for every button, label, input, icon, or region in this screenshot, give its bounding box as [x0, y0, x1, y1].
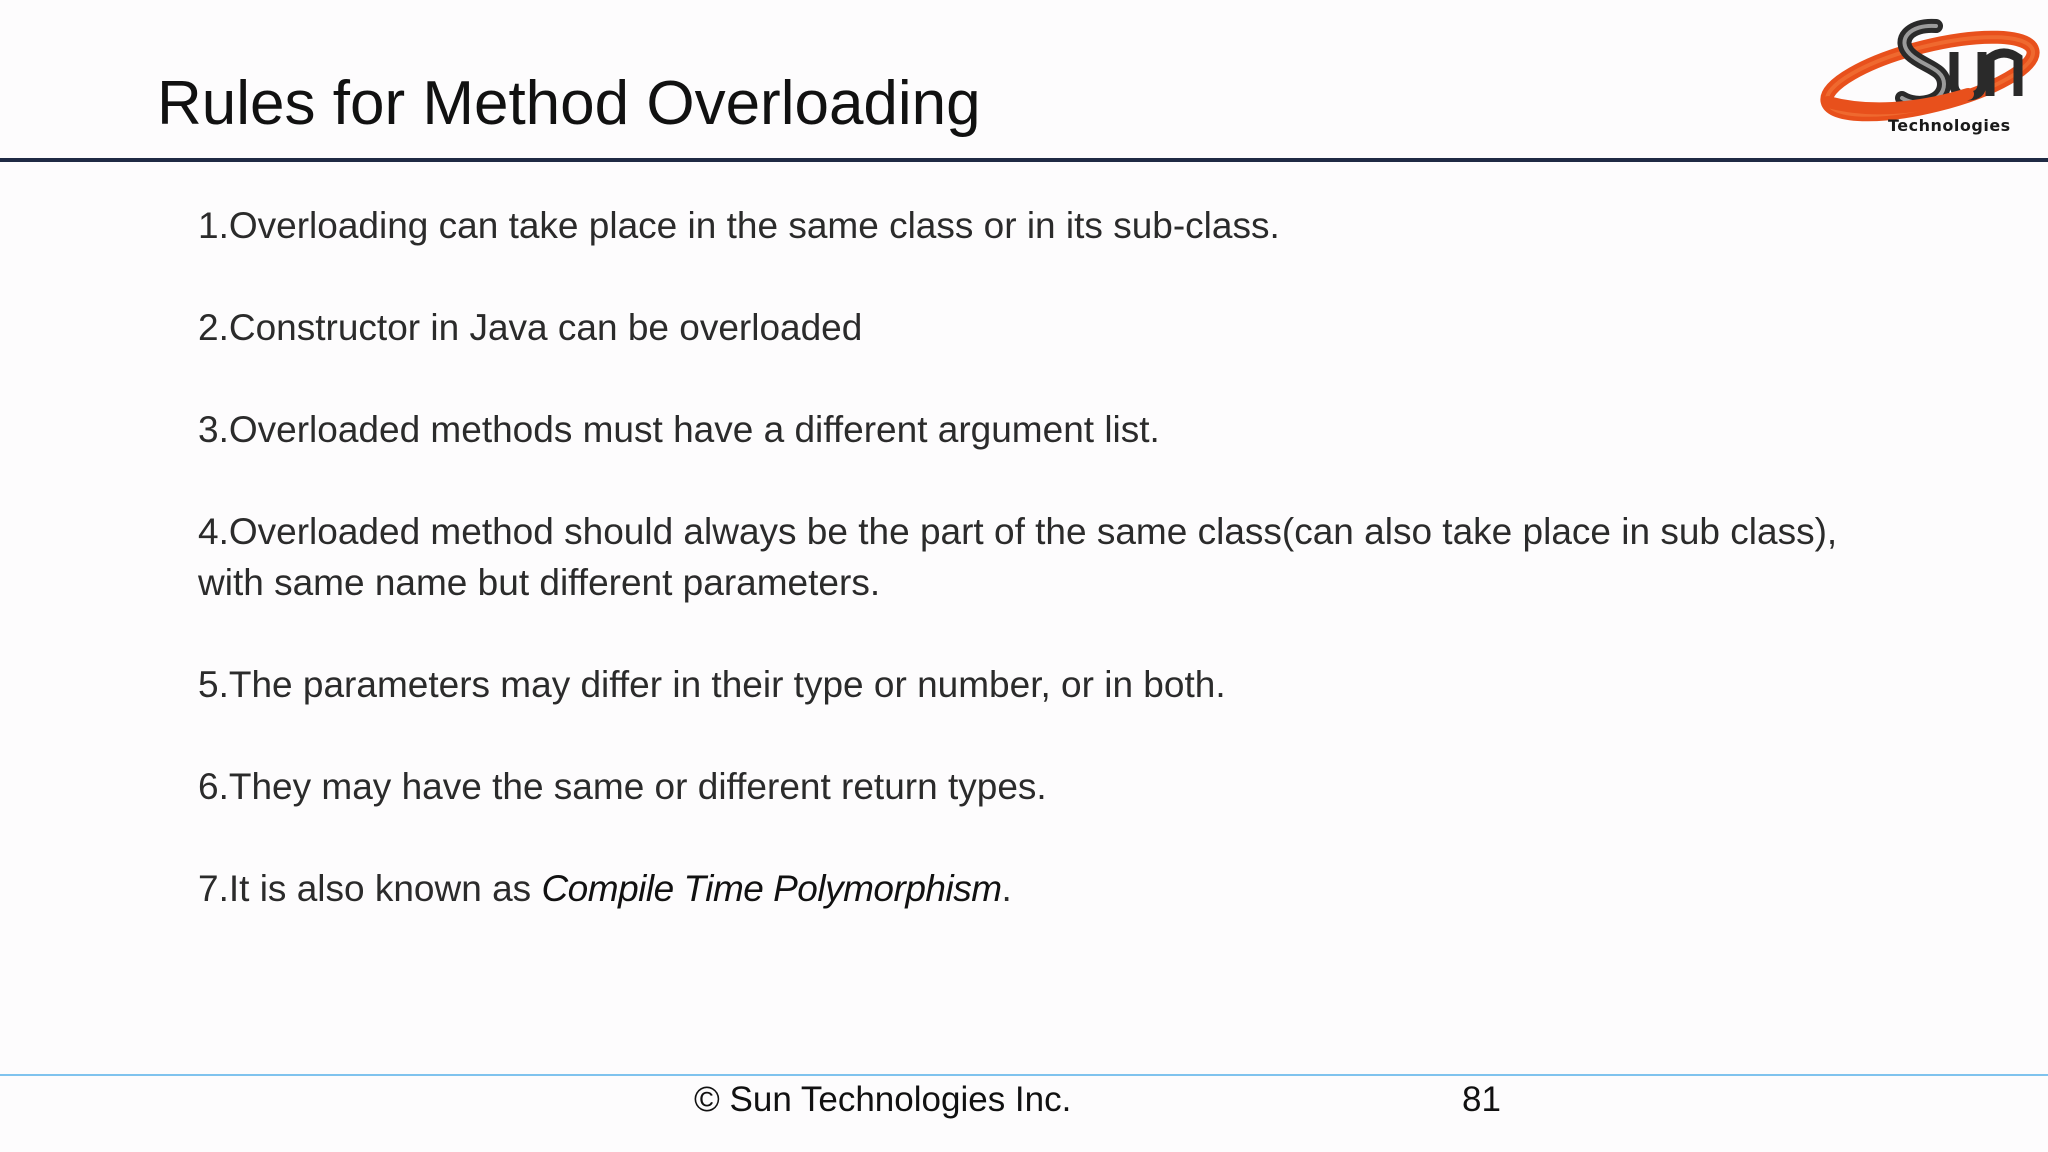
rule-item: 2.Constructor in Java can be overloaded [198, 307, 863, 348]
rule-emphasis: Compile Time Polymorphism [541, 868, 1002, 909]
rule-text-prefix: 7.It is also known as [198, 868, 542, 909]
rule-item: 5.The parameters may differ in their type or number, or in both. [198, 664, 1226, 705]
rule-item: 1.Overloading can take place in the same class or in its sub-class. [198, 205, 1280, 246]
rule-item: 3.Overloaded methods must have a different argument list. [198, 409, 1160, 450]
logo-wordmark: Technologies [1888, 116, 2011, 135]
rules-list [198, 200, 1898, 965]
sun-technologies-logo [1818, 18, 2042, 144]
rule-item [198, 863, 1898, 914]
rule-item: 6.They may have the same or different return types. [198, 766, 1047, 807]
footer-divider [0, 1074, 2048, 1076]
slide-page-number: 81 [1462, 1080, 1501, 1119]
title-divider [0, 158, 2048, 162]
rule-text-suffix: . [1001, 868, 1012, 909]
slide-title: Rules for Method Overloading [157, 69, 981, 138]
rule-item: 4.Overloaded method should always be the part of the same class(can also take place in sub class), with same name but different parameters. [198, 511, 1838, 603]
footer-copyright: © Sun Technologies Inc. [694, 1080, 1072, 1119]
